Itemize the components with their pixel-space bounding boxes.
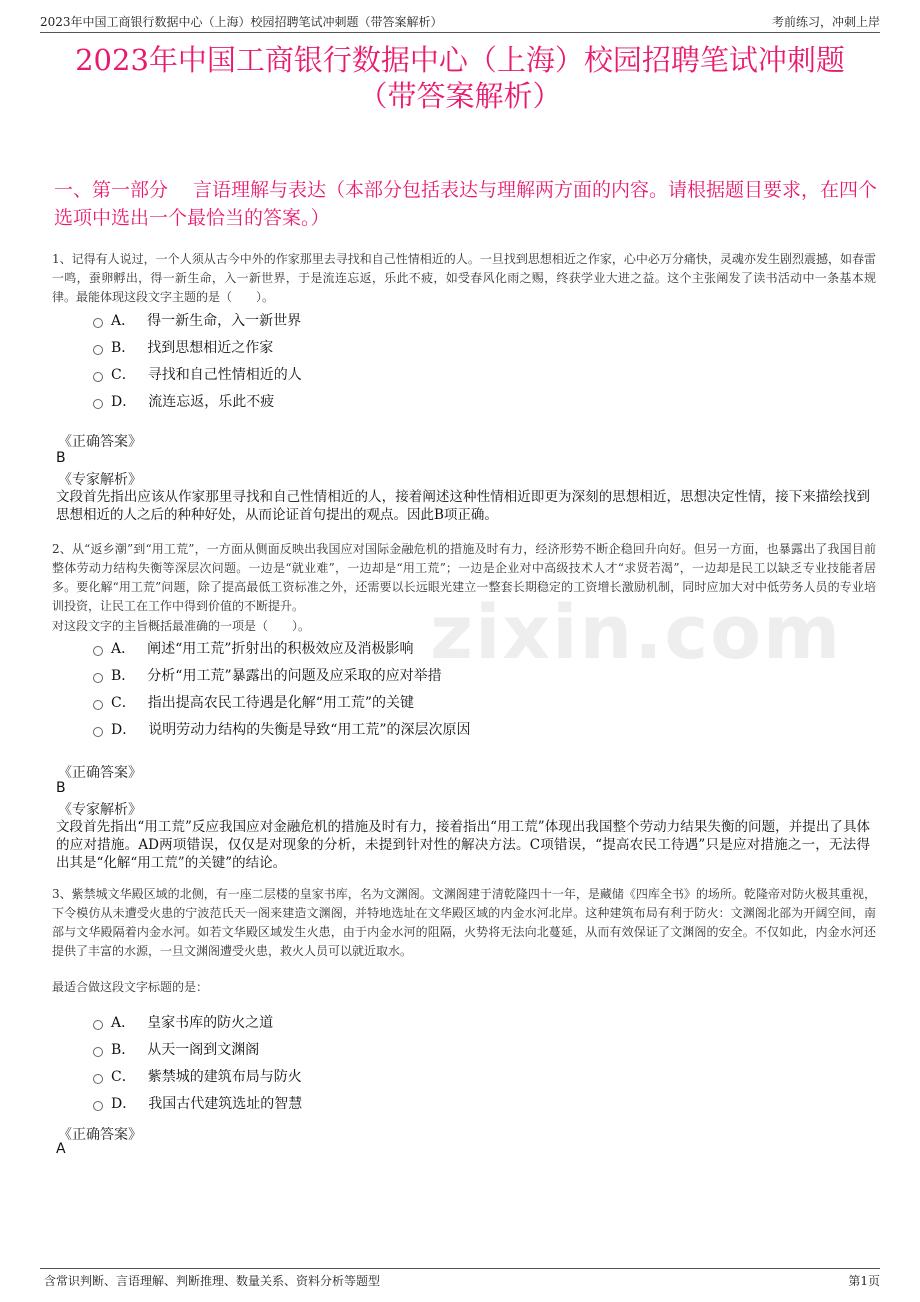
document-title — [40, 42, 880, 114]
q2-expert-label: 《专家解析》 — [58, 802, 142, 818]
header-doc-title: 2023年中国工商银行数据中心（上海）校园招聘笔试冲刺题（带答案解析） — [40, 15, 443, 29]
option-text: 从天一阁到文渊阁 — [147, 1042, 260, 1058]
q1-option-c[interactable] — [93, 364, 302, 384]
q2-option-b[interactable] — [93, 665, 442, 685]
footer-question-types: 含常识判断、言语理解、判断推理、数量关系、资料分析等题型 — [44, 1274, 381, 1288]
option-text: 阐述“用工荒”折射出的积极效应及消极影响 — [147, 641, 414, 657]
option-letter: D． — [111, 1096, 137, 1112]
question-3-stem: 3、紫禁城文华殿区域的北侧，有一座二层楼的皇家书库，名为文渊阁。文渊阁建于清乾隆四十一年，是藏储《四库全书》的场所。乾隆帝对防火极其重视，下令模仿从未遭受火患的宁波范氏天一阁来建造文渊阁，并特地选址在文华殿区域的内金水河北岸。这种建筑布局有利于防火：文渊阁北部为开阔空间，南部与文华殿隔着内金水河。如若文华殿区域发生火患，由于内金水河的阻隔，火势将无法向北蔓延，从而有效保证了文渊阁的安全。不仅如此，内金水河还提供了丰富的水源，一旦文渊阁遭受火患，救火人员可以就近取水。 — [52, 887, 876, 958]
radio-icon[interactable] — [93, 727, 103, 737]
title-line-2: （带答案解析） — [358, 79, 562, 113]
radio-icon[interactable] — [93, 1047, 103, 1057]
option-text: 皇家书库的防火之道 — [147, 1015, 274, 1031]
radio-icon[interactable] — [93, 1101, 103, 1111]
q3-option-c[interactable] — [93, 1066, 302, 1086]
q3-correct-label: 《正确答案》 — [58, 1127, 142, 1143]
q1-option-b[interactable] — [93, 337, 273, 357]
page-footer — [40, 1268, 880, 1291]
question-3-prompt: 最适合做这段文字标题的是： — [52, 980, 209, 994]
radio-icon[interactable] — [93, 646, 103, 656]
q1-answer: B — [56, 450, 66, 466]
option-letter: B． — [111, 668, 136, 684]
option-letter: C． — [111, 367, 136, 383]
option-letter: C． — [111, 695, 136, 711]
question-2-prompt: 对这段文字的主旨概括最准确的一项是（ ）。 — [52, 619, 311, 633]
q3-option-d[interactable] — [93, 1093, 302, 1113]
option-text: 指出提高农民工待遇是化解“用工荒”的关键 — [147, 695, 415, 711]
radio-icon[interactable] — [93, 700, 103, 710]
radio-icon[interactable] — [93, 673, 103, 683]
page-number: 第1页 — [848, 1274, 880, 1288]
question-2-stem: 2、从“返乡潮”到“用工荒”，一方面从侧面反映出我国应对国际金融危机的措施及时有力，经济形势不断企稳回升向好。但另一方面，也暴露出了我国目前整体劳动力结构失衡等深层次问题。一边是“就业难”，一边却是“用工荒”；一边是企业对中高级技术人才“求贤若渴”，一边却是民工以缺乏专业技能者居多。要化解“用工荒”问题，除了提高最低工资标准之外，还需要以长远眼光建立一整套长期稳定的工资增长激励机制，同时应加大对中低劳务人员的专业培训投资，让民工在工作中得到价值的不断提升。 — [52, 542, 876, 613]
header-slogan: 考前练习，冲刺上岸 — [771, 15, 880, 29]
q1-explanation: 文段首先指出应该从作家那里寻找和自己性情相近的人，接着阐述这种性情相近即更为深刻的思想相近，思想决定性情，接下来描绘找到思想相近的人之后的种种好处，从而论证首句提出的观点。因此B项正确。 — [56, 489, 870, 523]
section-heading: 一、第一部分 言语理解与表达（本部分包括表达与理解两方面的内容。请根据题目要求，在四个选项中选出一个最恰当的答案。） — [54, 179, 878, 229]
radio-icon[interactable] — [93, 345, 103, 355]
radio-icon[interactable] — [93, 1020, 103, 1030]
option-letter: A． — [111, 641, 136, 657]
q3-option-b[interactable] — [93, 1039, 259, 1059]
watermark: zixin.com — [430, 590, 843, 676]
option-letter: A． — [111, 313, 136, 329]
q2-answer: B — [56, 780, 66, 796]
radio-icon[interactable] — [93, 318, 103, 328]
radio-icon[interactable] — [93, 1074, 103, 1084]
q2-correct-label: 《正确答案》 — [58, 765, 142, 781]
option-letter: D． — [111, 722, 137, 738]
page-header — [40, 10, 880, 33]
q2-option-c[interactable] — [93, 692, 414, 712]
option-letter: A． — [111, 1015, 136, 1031]
option-text: 紫禁城的建筑布局与防火 — [147, 1069, 302, 1085]
option-text: 分析“用工荒”暴露出的问题及应采取的应对举措 — [147, 668, 442, 684]
option-letter: C． — [111, 1069, 136, 1085]
option-letter: B． — [111, 340, 136, 356]
q1-correct-label: 《正确答案》 — [58, 434, 142, 450]
q2-option-a[interactable] — [93, 638, 413, 658]
q2-explanation: 文段首先指出“用工荒”反应我国应对金融危机的措施及时有力，接着指出“用工荒”体现出我国整个劳动力结果失衡的问题，并提出了具体的应对措施。AD两项错误，仅仅是对现象的分析，未提到针对性的解决方法。C项错误，“提高农民工待遇”只是应对措施之一，无法得出其是“化解“用工荒”的关键”的结论。 — [56, 819, 870, 871]
option-letter: D． — [111, 394, 137, 410]
radio-icon[interactable] — [93, 372, 103, 382]
q1-expert-label: 《专家解析》 — [58, 472, 142, 488]
option-text: 说明劳动力结构的失衡是导致“用工荒”的深层次原因 — [148, 722, 471, 738]
option-text: 得一新生命，入一新世界 — [147, 313, 302, 329]
q1-option-d[interactable] — [93, 391, 274, 411]
option-text: 寻找和自己性情相近的人 — [147, 367, 302, 383]
question-1-stem: 1、记得有人说过，一个人须从古今中外的作家那里去寻找和自己性情相近的人。一旦找到思想相近之作家，心中必万分痛快，灵魂亦发生剧烈震撼，如春雷一鸣，蚕卵孵出，得一新生命，入一新世界，于是流连忘返，乐此不疲，如受春风化雨之赐，终获学业大进之益。这个主张阐发了读书活动中一条基本规律。最能体现这段文字主题的是（ ）。 — [52, 252, 876, 304]
option-text: 我国古代建筑选址的智慧 — [148, 1096, 303, 1112]
radio-icon[interactable] — [93, 399, 103, 409]
option-letter: B． — [111, 1042, 136, 1058]
q3-answer: A — [56, 1141, 66, 1157]
title-line-1: 2023年中国工商银行数据中心（上海）校园招聘笔试冲刺题 — [75, 43, 845, 77]
q3-option-a[interactable] — [93, 1012, 273, 1032]
q2-option-d[interactable] — [93, 719, 471, 739]
option-text: 找到思想相近之作家 — [147, 340, 274, 356]
q1-option-a[interactable] — [93, 310, 301, 330]
option-text: 流连忘返，乐此不疲 — [148, 394, 275, 410]
